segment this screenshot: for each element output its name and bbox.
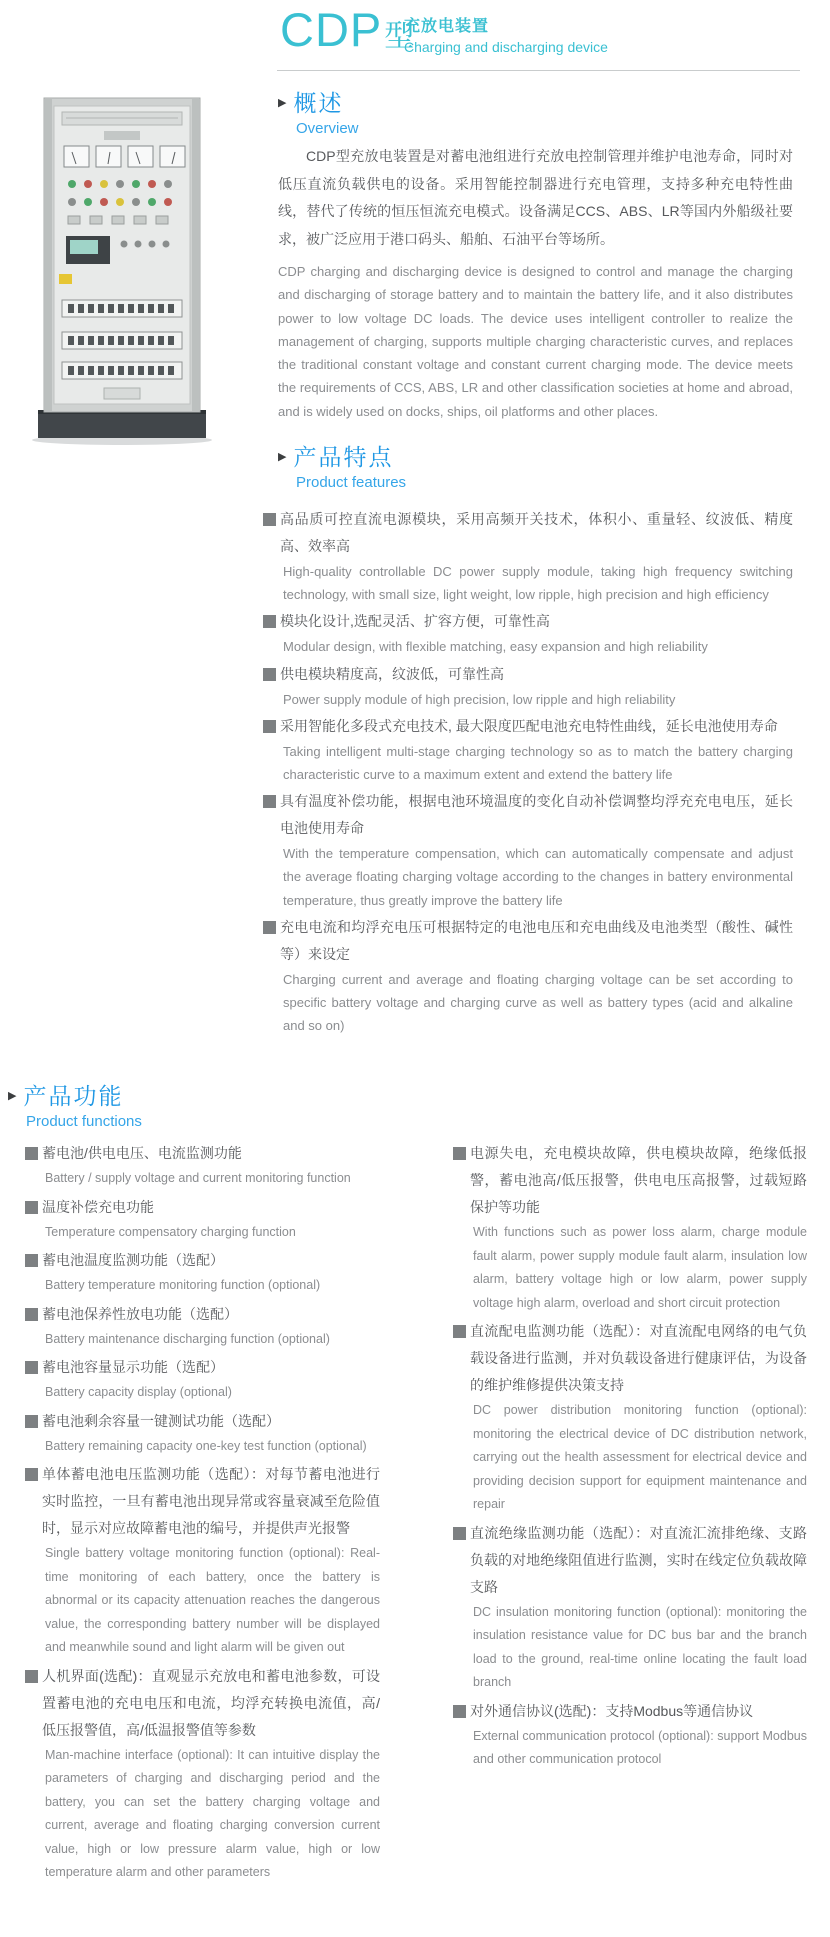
function-item (25, 1354, 380, 1405)
function-item (453, 1318, 807, 1517)
section-marker-icon: ▶ (8, 1089, 17, 1102)
function-en: Single battery voltage monitoring function (optional): Real-time monitoring of each battery, once the battery is abnormal or its capacity attenuation reaches the dangerous value, the corresponding battery number will be displayed and meanwhile sound and light alarm will be given out (45, 1546, 380, 1654)
function-en: With functions such as power loss alarm, charge module fault alarm, power supply module fault alarm, insulation low alarm, battery voltage high or low alarm, power supply voltage high alarm, overload and short circuit protection (473, 1225, 807, 1310)
feature-item (263, 506, 793, 606)
square-bullet-icon (263, 720, 276, 733)
function-en: External communication protocol (optional): support Modbus and other communication protocol (473, 1728, 807, 1766)
function-cn: 蓄电池/供电电压、电流监测功能 (42, 1145, 242, 1161)
square-bullet-icon (25, 1468, 38, 1481)
feature-cn: 模块化设计,选配灵活、扩容方便，可靠性高 (280, 613, 550, 630)
feature-cn: 高品质可控直流电源模块，采用高频开关技术，体积小、重量轻、纹波低、精度高、效率高 (280, 511, 793, 554)
function-item (25, 1461, 380, 1660)
function-en: Battery maintenance discharging function (optional) (45, 1331, 330, 1346)
square-bullet-icon (263, 921, 276, 934)
subtitle-cn: 充放电装置 (404, 18, 490, 35)
overview-title-cn: 概述 (293, 90, 344, 116)
feature-item (263, 914, 793, 1038)
product-photo-cabinet (28, 94, 216, 446)
functions-right-column (453, 1140, 807, 1775)
section-marker-icon: ▶ (278, 450, 287, 463)
square-bullet-icon (453, 1705, 466, 1718)
function-item (25, 1663, 380, 1885)
square-bullet-icon (263, 615, 276, 628)
feature-en: Power supply module of high precision, low ripple and high reliability (283, 691, 676, 707)
overview-section-header (278, 90, 359, 137)
features-list (263, 506, 793, 1039)
feature-cn: 采用智能化多段式充电技术, 最大限度匹配电池充电特性曲线，延长电池使用寿命 (280, 717, 778, 734)
square-bullet-icon (263, 513, 276, 526)
function-cn: 蓄电池容量显示功能（选配） (42, 1359, 224, 1375)
function-cn: 电源失电，充电模块故障，供电模块故障，绝缘低报警，蓄电池高/低压报警，供电电压高报警，过载短路保护等功能 (470, 1145, 807, 1215)
square-bullet-icon (263, 795, 276, 808)
function-en: Battery remaining capacity one-key test function (optional) (45, 1438, 367, 1453)
function-item (453, 1698, 807, 1772)
functions-section-header (8, 1083, 142, 1130)
warning-label (59, 274, 72, 284)
function-en: DC insulation monitoring function (optional): monitoring the insulation resistance value for DC bus bar and the branch load to the ground, real-time online locating the fault load branch (473, 1604, 807, 1689)
function-cn: 人机界面(选配)：直观显示充放电和蓄电池参数，可设置蓄电池的充电电压和电流，均浮充转换电流值，高/低压报警值，高/低温报警值等参数 (42, 1667, 380, 1738)
function-item (25, 1301, 380, 1352)
features-title-cn: 产品特点 (293, 444, 394, 470)
function-en: Man-machine interface (optional): It can intuitive display the parameters of charging and discharging period and the battery, you can set the battery charging voltage and current, average and floating charging conversion current value, high or low pressure alarm value, high or low temperature alarm and other parameters (45, 1747, 380, 1879)
model-suffix: 型 (384, 20, 415, 53)
function-cn: 单体蓄电池电压监测功能（选配）：对每节蓄电池进行实时监控，一旦有蓄电池出现异常或容量衰减至危险值时，显示对应故障蓄电池的编号，并提供声光报警 (42, 1466, 380, 1536)
function-item (25, 1408, 380, 1459)
function-item (25, 1140, 380, 1191)
overview-paragraph-en: CDP charging and discharging device is designed to control and manage the charging and discharging of storage battery and to maintain the battery life, and it also distributes power to low voltage DC loads. The device uses intelligent controller to realize the management of charging, supports multiple charging characteristic curves, and replaces the traditional constant voltage and constant current charging mode. The device meets the requirements of CCS, ABS, LR and other classification societies at home and abroad, and is widely used on docks, ships, oil platforms and other places. (278, 264, 793, 419)
square-bullet-icon (25, 1361, 38, 1374)
feature-cn: 供电模块精度高，纹波低，可靠性高 (280, 665, 504, 682)
square-bullet-icon (25, 1670, 38, 1683)
feature-en: High-quality controllable DC power supply module, taking high frequency switching technology, with small size, light weight, low ripple, high precision and high efficiency (283, 564, 793, 603)
section-marker-icon: ▶ (278, 96, 287, 109)
square-bullet-icon (263, 668, 276, 681)
feature-en: Charging current and average and floating charging voltage can be set according to specific battery voltage and charging curve as well as battery types (acid and alkaline and so on) (283, 971, 793, 1034)
terminal-strips (62, 300, 182, 379)
function-en: Battery capacity display (optional) (45, 1385, 232, 1399)
subtitle-en: Charging and discharging device (404, 39, 608, 55)
function-en: Battery temperature monitoring function (optional) (45, 1278, 321, 1292)
function-en: Temperature compensatory charging function (45, 1224, 296, 1239)
square-bullet-icon (25, 1415, 38, 1428)
features-title-en: Product features (296, 474, 407, 491)
function-cn: 直流配电监测功能（选配）：对直流配电网络的电气负载设备进行监测，并对负载设备进行健康评估，为设备的维护维修提供决策支持 (470, 1323, 807, 1393)
feature-item (263, 661, 793, 711)
function-cn: 蓄电池温度监测功能（选配） (42, 1252, 224, 1268)
feature-item (263, 713, 793, 786)
function-cn: 直流绝缘监测功能（选配）：对直流汇流排绝缘、支路负载的对地绝缘阻值进行监测，实时在线定位负载故障支路 (470, 1524, 807, 1595)
page-title (280, 4, 414, 56)
function-item (25, 1247, 380, 1298)
function-cn: 蓄电池保养性放电功能（选配） (42, 1305, 238, 1322)
feature-en: Modular design, with flexible matching, easy expansion and high reliability (283, 639, 708, 655)
page-subtitle (404, 13, 608, 55)
header-divider (277, 70, 800, 71)
features-section-header (278, 444, 406, 491)
feature-item (263, 608, 793, 658)
functions-title-cn: 产品功能 (23, 1083, 124, 1109)
square-bullet-icon (25, 1308, 38, 1321)
function-cn: 蓄电池剩余容量一键测试功能（选配） (42, 1412, 280, 1429)
functions-left-column (25, 1140, 380, 1888)
function-item (453, 1140, 807, 1315)
function-en: Battery / supply voltage and current monitoring function (45, 1171, 351, 1185)
overview-paragraph-cn: CDP型充放电装置是对蓄电池组进行充放电控制管理并维护电池寿命，同时对低压直流负载供电的设备。采用智能控制器进行充电管理，支持多种充电特性曲线，替代了传统的恒压恒流充电模式。设备满足CCS、ABS、LR等国内外船级社要求，被广泛应用于港口码头、船舶、石油平台等场所。 (278, 148, 793, 247)
feature-item (263, 788, 793, 912)
square-bullet-icon (25, 1147, 38, 1160)
overview-title-en: Overview (296, 120, 359, 137)
functions-title-en: Product functions (26, 1113, 142, 1130)
square-bullet-icon (25, 1254, 38, 1267)
square-bullet-icon (453, 1147, 466, 1160)
square-bullet-icon (453, 1325, 466, 1338)
function-item (25, 1194, 380, 1245)
model-name: CDP (280, 3, 383, 56)
feature-en: With the temperature compensation, which can automatically compensate and adjust the average floating charging voltage according to the changes in battery environmental temperature, thus greatly improve the battery life (283, 846, 793, 908)
function-item (453, 1520, 807, 1695)
feature-cn: 具有温度补偿功能，根据电池环境温度的变化自动补偿调整均浮充充电电压，延长电池使用寿命 (280, 793, 793, 837)
feature-cn: 充电电流和均浮充电压可根据特定的电池电压和充电曲线及电池类型（酸性、碱性等）来设定 (280, 918, 793, 962)
function-en: DC power distribution monitoring function (optional): monitoring the electrical device of DC distribution network, carrying out the health assessment for electrical device and providing decision support for equipment maintenance and repair (473, 1403, 807, 1511)
square-bullet-icon (453, 1527, 466, 1540)
function-cn: 对外通信协议(选配)：支持Modbus等通信协议 (470, 1702, 754, 1719)
square-bullet-icon (25, 1201, 38, 1214)
feature-en: Taking intelligent multi-stage charging technology so as to match the battery charging characteristic curve to a maximum extent and extend the battery life (283, 743, 793, 783)
function-cn: 温度补偿充电功能 (42, 1198, 154, 1215)
